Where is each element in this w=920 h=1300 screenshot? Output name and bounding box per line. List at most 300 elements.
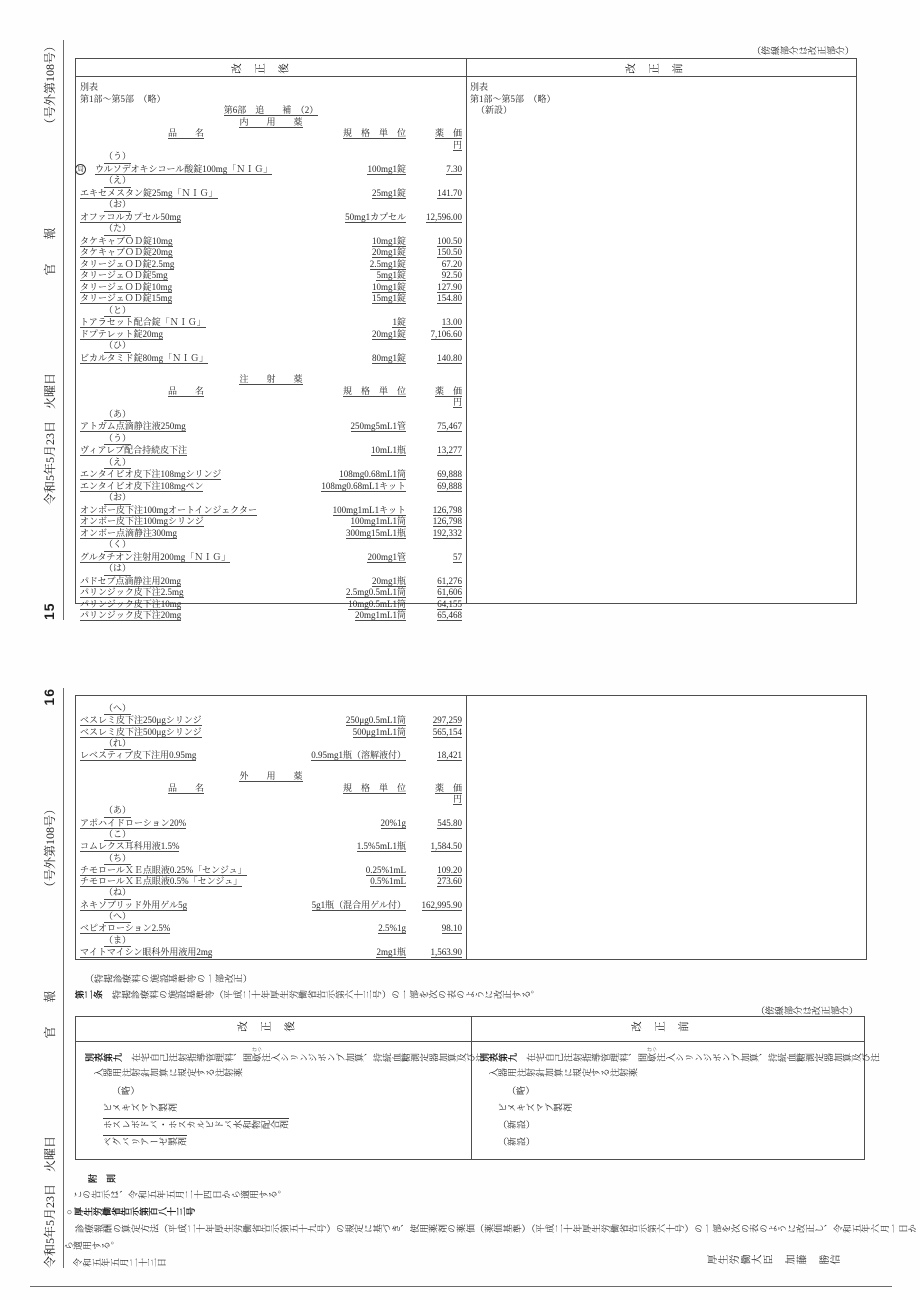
table-row [80,469,462,481]
table-row [80,923,462,934]
price-cell: 109.20 [437,864,462,875]
unit-cell: 1.5%5mL1瓶 [356,841,406,852]
furigana: けつ [252,1048,263,1053]
article-number: 第二条 [75,990,103,1000]
appendix9-after-line2: 入器用注射針加算に規定する注射薬 [94,1068,243,1078]
table-line [80,794,462,805]
column-header-before: 改正前 [625,64,696,75]
price-cell: 18,421 [437,750,462,761]
table-row [80,481,462,493]
price-cell: 141.70 [437,187,462,198]
group-marker: （ひ） [104,340,131,353]
group-marker-row [80,492,462,505]
drug-name: タリージェＯＤ錠10mg [80,281,173,292]
drug-name: コムレクス耳科用液1.5% [80,841,180,852]
price-cell: 98.10 [441,923,462,934]
page1-margin-header [36,40,62,620]
appendix9-before-line2: 入器用注射針加算に規定する注射薬 [489,1068,638,1078]
appendix9-table [75,1016,865,1160]
group-marker-row [80,305,462,318]
drug-name-cell [80,236,173,248]
issue-number: （号外第108号） [42,803,57,894]
table-divider [466,696,467,959]
price-cell: 1,563.90 [430,946,462,957]
margin-rule-page2 [63,688,64,1268]
table-row [80,247,462,259]
appendix-ref: 別表 [470,82,489,92]
group-marker: （は） [104,563,131,576]
drug-name: ヴィアレブ配合持続皮下注 [80,445,188,455]
group-marker: （ね） [104,887,131,899]
unit-cell: 20mg1錠 [371,247,406,257]
new-entry-note: （新設） [498,1137,536,1147]
omitted-note: （略） [112,1086,140,1096]
price-column-header: 薬 価 [434,385,462,396]
table-divider [466,59,467,603]
table-row [80,353,462,365]
price-cell: 100.50 [437,235,462,246]
unit-cell: 300mg15mL1瓶 [346,527,406,538]
section-heading: 内 用 薬 [239,116,303,127]
drug-name-cell [80,947,212,958]
unit-column-header: 規 格 単 位 [342,385,406,396]
group-marker-row [80,433,462,446]
drug-name: トアラセット配合錠「ＮＩＧ」 [80,317,206,327]
group-marker: （お） [104,492,131,505]
name-column-header: 品 名 [168,128,205,138]
drug-name-cell [80,841,179,852]
minister-signature: 厚生労働大臣 加藤 勝信 [707,1256,842,1267]
price-cell: 13,277 [437,445,462,455]
drug-name: パリンジック皮下注20mg [80,610,182,620]
drug-name-cell [80,329,163,341]
column-header-before: 改正前 [631,1022,702,1033]
gazette-date: 令和5年5月23日 火曜日 [42,1135,57,1268]
gazette-date: 令和5年5月23日 火曜日 [42,372,57,505]
drug-name-cell [80,282,172,294]
group-marker-row [80,409,462,422]
unit-cell: 0.95mg1瓶（溶解液付） [311,750,406,761]
part-heading: 第6部 追 補 （2） [223,105,319,115]
group-marker: （ま） [104,935,131,947]
unit-cell: 5g1瓶（混合用ゲル付） [311,899,406,910]
group-marker-row [80,457,462,470]
omitted-note: （略） [507,1086,535,1096]
ruby-base: 歇 [252,1053,263,1063]
price-cell: 273.60 [437,876,462,887]
article2-line [75,988,540,1000]
page-number: 15 [41,602,57,620]
drug-name: ベスレミ皮下注500μgシリンジ [80,726,202,737]
page-number: 16 [41,688,57,706]
furigana: けつ [647,1048,658,1053]
unit-cell: 10mg0.5mL1筒 [348,598,406,609]
drug-name: ウルソデオキシコール酸錠100mg「ＮＩＧ」 [95,163,273,174]
margin-rule-page1 [63,40,64,620]
drug-name-cell [77,163,273,176]
group-marker-row [80,223,462,236]
notice-body-line2: ら適用する。 [64,1241,120,1251]
drug-name: パリンジック皮下注10mg [80,598,182,609]
table-row [80,282,462,294]
group-marker-row [80,911,462,923]
table-line [80,397,462,409]
new-entry-note: （新設） [498,1120,536,1130]
group-marker-row [80,853,462,865]
price-cell: 7,106.60 [430,328,462,339]
drug-name-cell [80,469,221,481]
table-row [80,587,462,599]
unit-cell: 100mg1mL1筒 [350,516,406,526]
appendix9-title: 別表第九 [85,1053,123,1063]
unit-cell: 100mg1mL1キット [332,504,406,515]
promulgation-date: 令和五年五月二十三日 [64,1258,167,1268]
table-line [80,374,462,386]
drug-name: チモロールＸＥ点眼液0.25%「センジュ」 [80,864,247,875]
drug-name: ベスレミ皮下注250μgシリンジ [80,715,202,726]
drug-name-cell [80,481,203,493]
table-row [80,818,462,829]
unit-cell: 108mg0.68mL1筒 [339,469,406,479]
table-row [80,445,462,457]
unit-cell: 20%1g [380,817,406,828]
table-row [80,865,462,876]
unit-cell: 108mg0.68mL1キット [321,480,406,491]
cell-revised-before [470,82,850,117]
drug-name-cell [80,865,247,876]
price-column-header: 薬 価 [434,128,462,138]
column-header-after: 改正後 [231,64,302,75]
table-row [80,715,462,726]
drug-name-cell [80,212,181,224]
table-row [80,293,462,305]
table-line [80,128,462,140]
group-marker: （あ） [104,805,131,817]
table-row [80,947,462,958]
table-row [80,188,462,200]
table-row [80,900,462,911]
table-row [80,876,462,887]
table-row [80,505,462,517]
group-marker-row [80,340,462,353]
table-row [80,610,462,622]
table-row [80,270,462,282]
group-marker: （ち） [104,853,131,865]
drug-name-cell [80,587,184,599]
group-marker: （え） [104,175,131,188]
price-cell: 150.50 [437,247,462,257]
drug-name-cell [80,445,187,457]
drug-agent-added [103,1118,289,1130]
price-cell: 297,259 [432,715,462,726]
price-cell: 57 [453,551,462,562]
group-marker-row [80,175,462,188]
drug-name-cell [80,750,196,761]
drug-name: タリージェＯＤ錠2.5mg [80,258,175,269]
unit-cell: 20mg1錠 [371,328,406,339]
table-divider [471,1017,472,1159]
price-cell: 192,332 [432,527,462,538]
group-marker-row [80,703,462,715]
drug-name: ドプテレット錠20mg [80,328,163,339]
price-cell: 126,798 [432,516,462,526]
drug-name-cell [80,900,187,911]
group-marker: （へ） [104,703,131,715]
price-cell: 64,155 [437,598,462,609]
kanpo-title: 官 報 [42,227,57,276]
group-marker-row [80,563,462,576]
table-row [80,421,462,433]
table-row [80,236,462,248]
drug-name: ビカルタミド錠80mg「ＮＩＧ」 [80,352,209,363]
unit-cell: 2mg1瓶 [376,946,406,957]
drug-name: アポハイドローション20% [80,817,187,828]
drug-name: グルタチオン注射用200mg「ＮＩＧ」 [80,551,231,562]
drug-name: パリンジック皮下注2.5mg [80,587,184,597]
drug-name: オンボー皮下注100mgシリンジ [80,516,204,526]
section-heading: 注 射 薬 [239,374,303,384]
drug-name: マイトマイシン眼科外用液用2mg [80,946,213,957]
drug-name-cell [80,353,208,365]
price-cell: 65,468 [437,610,462,620]
drug-name-cell [80,727,202,738]
price-cell: 69,888 [437,469,462,479]
unit-cell: 100mg1錠 [367,163,406,174]
price-cell: 162,995.90 [421,899,462,910]
section-heading: 外 用 薬 [239,771,303,782]
revision-note: （傍線部分は改正部分） [752,46,855,56]
table-line [80,771,462,782]
header-separator [76,1041,864,1042]
header-separator [76,76,856,77]
table-row [80,212,462,224]
drug-name: ネキソブリッド外用ゲル5g [80,899,188,910]
price-cell: 67.20 [441,258,462,269]
drug-name: オファコルカプセル50mg [80,211,181,222]
price-cell: 126,798 [432,504,462,515]
group-marker: （へ） [104,911,131,923]
drug-name-cell [80,923,170,934]
appendix9-text: 注入シリンジポンプ加算、持続血糖測定器加算及び注 [261,1053,485,1063]
unit-column-header: 規 格 単 位 [342,128,406,138]
unit-cell: 2.5mg0.5mL1筒 [346,587,406,597]
jp-pharmacopoeia-mark-icon: 局 [75,164,86,175]
drug-name-cell [80,818,186,829]
appendix9-title: 別表第九 [480,1053,518,1063]
table-row [80,552,462,564]
drug-agent-added [103,1135,187,1147]
table-row [80,259,462,271]
name-column-header: 品 名 [168,385,205,396]
table-line: 別表 [80,82,99,92]
appendix9-text: 在宅自己注射指導管理料、間 [122,1053,253,1063]
drug-name: タケキャブＯＤ錠20mg [80,247,173,257]
appendix9-text: 注入シリンジポンプ加算、持続血糖測定器加算及び注 [656,1053,880,1063]
notice-number-line: ○厚生労働省告示第百八十三号 [64,1207,196,1217]
drug-name: エキセメスタン錠25mg「ＮＩＧ」 [80,187,218,198]
unit-cell: 0.5%1mL [370,876,406,887]
unit-cell: 5mg1錠 [376,270,406,280]
price-cell: 75,467 [437,421,462,431]
drug-name: タケキャブＯＤ錠10mg [80,235,173,246]
drug-name-cell [80,259,174,271]
unit-cell: 80mg1錠 [371,352,406,363]
ruby-kanji [647,1048,658,1063]
revision-note: （傍線部分は改正部分） [756,1006,859,1016]
appendix9-before-line1 [480,1048,880,1063]
table-line [80,105,462,117]
bottom-rule [30,1286,892,1287]
page2-margin-header [36,688,62,1268]
table-row [80,599,462,611]
group-marker-row [80,738,462,750]
group-marker: （と） [104,305,131,318]
group-marker-row [80,805,462,817]
group-marker: （こ） [104,829,131,841]
notice-body-line1: 診療報酬の算定方法（平成二十年厚生労働省告示第五十九号）の規定に基づき、使用薬剤の薬価（薬価基準）（平成二十年厚生労働省告示第六十号）の一部を次の表のように改正し、令和五年六月一日か [66,1224,918,1234]
drug-name: タリージェＯＤ錠15mg [80,293,173,303]
group-marker-row [80,151,462,164]
group-marker-row [80,829,462,841]
amendment-caption: （特掲診療料の施設基準等の一部改正） [85,974,253,984]
parts-omitted: 第1部〜第5部 （略） [470,93,556,104]
price-cell: 92.50 [441,270,462,280]
unit-cell: 500μg1mL1筒 [352,726,406,737]
price-cell: 140.80 [437,352,462,363]
drug-agent: ビメキズマブ製剤 [103,1103,178,1113]
drug-name: パドセブ点滴静注用20mg [80,575,182,586]
group-marker-row [80,199,462,212]
cell-revised-after [77,82,462,622]
drug-name-cell [80,576,181,588]
drug-name-cell [80,188,218,200]
group-marker: （え） [104,457,131,470]
drug-name: ベピオローション2.5% [80,923,171,934]
unit-cell: 25mg1錠 [371,187,406,198]
unit-cell: 20mg1瓶 [371,575,406,586]
drug-name: エンタイビオ皮下注108mgペン [80,480,204,491]
group-marker: （あ） [104,409,131,422]
unit-cell: 250μg0.5mL1筒 [345,715,406,726]
group-marker: （お） [104,199,131,212]
drug-name: エンタイビオ皮下注108mgシリンジ [80,469,222,479]
sideline-text: ホスレボドパ・ホスカルビドパ水和物配合剤 [103,1120,289,1130]
table-row [77,163,462,176]
ruby-kanji [252,1048,263,1063]
sideline-text: ペグバリアーゼ製剤 [103,1137,187,1147]
drug-name: オンボー皮下注100mgオートインジェクター [80,504,257,515]
column-header-after: 改正後 [237,1022,308,1033]
drug-name-cell [80,610,181,622]
drug-name-cell [80,421,186,433]
drug-name-cell [80,528,177,540]
price-cell: 154.80 [437,293,462,303]
price-cell: 12,596.00 [426,211,462,222]
appendix9-after-line1 [85,1048,485,1063]
drug-name-cell [80,876,242,887]
table-line [80,117,462,129]
unit-column-header: 規 格 単 位 [342,782,406,793]
drug-name: チモロールＸＥ点眼液0.5%「センジュ」 [80,876,243,887]
unit-cell: 2.5%1g [378,923,406,934]
application-date-line: この告示は、令和五年五月二十四日から適用する。 [73,1190,287,1200]
table-row [80,727,462,738]
drug-name-cell [80,715,202,726]
drug-name-cell [80,270,168,282]
price-cell: 545.80 [437,817,462,828]
yen-label: 円 [452,397,462,407]
table-row [80,317,462,329]
group-marker: （た） [104,223,131,236]
unit-cell: 200mg1管 [367,551,406,562]
article-body: 特掲診療料の施設基準等（平成二十年厚生労働省告示第六十三号）の一部を次の表のように改正する。 [102,990,541,1000]
price-column-header: 薬 価 [434,782,462,793]
price-cell: 565,154 [432,726,462,737]
price-cell: 69,888 [437,480,462,491]
yen-label: 円 [452,794,462,805]
new-entry-note: （新設） [476,105,513,115]
table-line: 第1部〜第5部 （略） [80,93,166,104]
unit-cell: 2.5mg1錠 [369,258,406,269]
price-cell: 61,276 [437,575,462,586]
price-cell: 127.90 [437,281,462,292]
unit-cell: 10mg1錠 [371,281,406,292]
price-cell: 61,606 [437,587,462,597]
drug-agent: ビメキズマブ製剤 [498,1103,573,1113]
group-marker: （う） [104,433,131,446]
drug-name: タリージェＯＤ錠5mg [80,270,168,280]
group-marker-row [80,539,462,552]
table-row [80,841,462,852]
kanpo-title: 官 報 [42,990,57,1039]
group-marker: （う） [104,151,131,164]
drug-name: オンボー点滴静注300mg [80,527,178,538]
table-row [80,576,462,588]
issue-number: （号外第108号） [42,40,57,131]
unit-cell: 20mg1mL1筒 [355,610,406,620]
table-row [80,750,462,761]
table-row [80,329,462,341]
yen-label: 円 [452,139,462,150]
table-line [80,783,462,794]
supplementary-provision-heading: 附 則 [88,1174,116,1184]
table-row [80,528,462,540]
group-marker-row [80,887,462,899]
price-table-page2 [75,695,867,960]
drug-name-cell [80,505,257,517]
unit-cell: 1錠 [392,317,406,327]
cell-revised-after [80,703,462,958]
group-marker-row [80,935,462,947]
name-column-header: 品 名 [168,782,205,793]
unit-cell: 50mg1カプセル [345,211,406,222]
drug-name-cell [80,552,230,564]
drug-name-cell [80,293,172,305]
unit-cell: 0.25%1mL [365,864,406,875]
table-row [80,516,462,528]
price-cell: 13.00 [441,317,462,327]
table-line [80,386,462,398]
ruby-base: 歇 [647,1053,658,1063]
unit-cell: 10mg1錠 [371,235,406,246]
drug-name-cell [80,247,173,259]
drug-name: レベスティブ皮下注用0.95mg [80,750,197,761]
group-marker: （く） [104,539,131,552]
group-marker: （れ） [104,738,131,750]
unit-cell: 10mL1瓶 [371,445,406,455]
drug-name-cell [80,599,181,611]
table-line [80,140,462,152]
